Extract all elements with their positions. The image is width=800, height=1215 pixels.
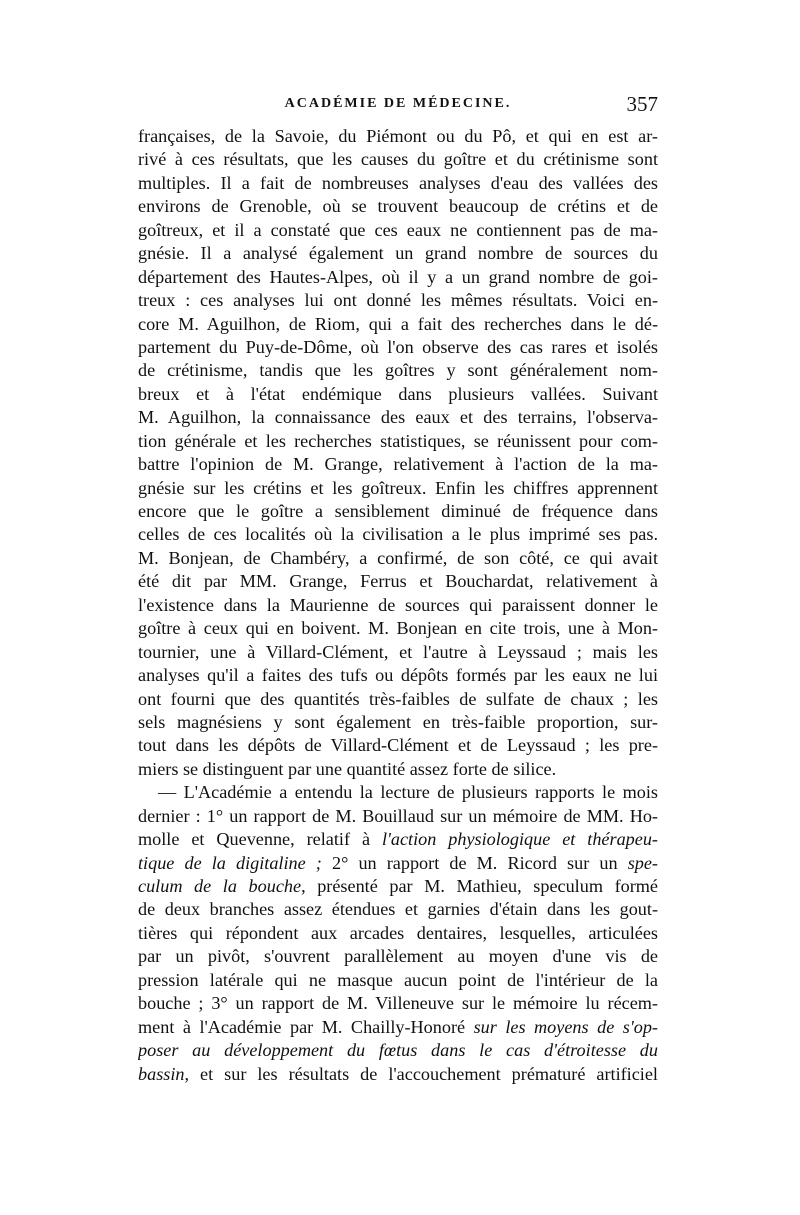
text-line: poser au développement du fœtus dans le cas d'étroitesse du	[138, 1040, 658, 1061]
text-line: de deux branches assez étendues et garnies d'étain dans les gout-	[138, 899, 658, 920]
text-line: M. Aguilhon, la connaissance des eaux et des terrains, l'observa-	[138, 407, 658, 428]
text-line: bouche ; 3° un rapport de M. Villeneuve sur le mémoire lu récem-	[138, 993, 658, 1014]
text-line: pression latérale qui ne masque aucun point de l'intérieur de la	[138, 969, 658, 990]
text-line: département des Hautes-Alpes, où il y a un grand nombre de goi-	[138, 266, 658, 287]
text-line	[138, 875, 658, 898]
text-line: celles de ces localités où la civilisation a le plus imprimé ses pas.	[138, 524, 658, 545]
body-text	[138, 125, 658, 1086]
text-line: goître à ceux qui en boivent. M. Bonjean en cite trois, une à Mon-	[138, 618, 658, 639]
text-line: goîtreux, et il a constaté que ces eaux ne contiennent pas de ma-	[138, 219, 658, 240]
text-line: tout dans les dépôts de Villard-Clément et de Leyssaud ; les pre-	[138, 735, 658, 756]
text-run: molle et Quevenne, relatif à	[138, 829, 382, 850]
running-header	[138, 92, 658, 122]
text-line: sels magnésiens y sont également en très-faible proportion, sur-	[138, 711, 658, 732]
text-line: multiples. Il a fait de nombreuses analyses d'eau des vallées des	[138, 172, 658, 193]
text-line: M. Bonjean, de Chambéry, a confirmé, de son côté, ce qui avait	[138, 547, 658, 568]
italic-title: l'action physiologique et thérapeu-	[381, 829, 658, 850]
running-title: ACADÉMIE DE MÉDECINE.	[284, 96, 512, 111]
text-line: françaises, de la Savoie, du Piémont ou du Pô, et qui en est ar-	[138, 126, 658, 146]
text-run: , et sur les résultats de l'accouchement prématuré artificiel	[184, 1063, 658, 1084]
text-line: encore que le goître a sensiblement diminué de fréquence dans	[138, 501, 658, 521]
italic-title: sur les moyens de s'op-	[473, 1016, 658, 1037]
text-line: treux : ces analyses lui ont donné les mêmes résultats. Voici en-	[138, 290, 658, 311]
text-line: battre l'opinion de M. Grange, relativement à l'action de la ma-	[138, 454, 658, 475]
text-run: , présenté par M. Mathieu, speculum formé	[301, 876, 658, 896]
text-line: l'existence dans la Maurienne de sources qui paraissent donner le	[138, 594, 658, 615]
text-run: 2° un rapport de M. Ricord sur un	[321, 852, 628, 873]
text-line: gnésie sur les crétins et les goîtreux. Enfin les chiffres apprennent	[138, 477, 658, 498]
text-line: dernier : 1° un rapport de M. Bouillaud sur un mémoire de MM. Ho-	[138, 805, 658, 826]
text-line: été dit par MM. Grange, Ferrus et Bouchardat, relativement à	[138, 571, 658, 592]
text-run: ment à l'Académie par M. Chailly-Honoré	[138, 1016, 474, 1037]
text-line: rivé à ces résultats, que les causes du goître et du crétinisme sont	[138, 149, 658, 170]
text-line	[138, 852, 658, 875]
text-line: de crétinisme, tandis que les goîtres y sont généralement nom-	[138, 360, 658, 381]
text-line: core M. Aguilhon, de Riom, qui a fait des recherches dans le dé-	[138, 313, 658, 334]
text-line: tournier, une à Villard-Clément, et l'autre à Leyssaud ; mais les	[138, 641, 658, 662]
text-line: tion générale et les recherches statistiques, se réunissent pour com-	[138, 430, 658, 451]
italic-title: tique de la digitaline ;	[138, 852, 322, 873]
text-line	[138, 1063, 658, 1086]
text-line: miers se distinguent par une quantité assez forte de silice.	[138, 758, 557, 779]
text-line: ont fourni que des quantités très-faibles de sulfate de chaux ; les	[138, 688, 658, 709]
italic-title: spe-	[627, 852, 658, 873]
text-line: gnésie. Il a analysé également un grand nombre de sources du	[138, 243, 658, 264]
text-line: analyses qu'il a faites des tufs ou dépôts formés par les eaux ne lui	[138, 665, 658, 686]
italic-title: culum de la bouche	[138, 876, 302, 896]
text-line: environs de Grenoble, où se trouvent beaucoup de crétins et de	[138, 196, 658, 217]
text-line	[138, 1016, 658, 1039]
text-line: breux et à l'état endémique dans plusieurs vallées. Suivant	[138, 383, 658, 404]
text-line	[138, 828, 658, 851]
paragraph-2	[138, 781, 658, 1086]
text-line: par un pivôt, s'ouvrent parallèlement au moyen d'une vis de	[138, 946, 658, 967]
paragraph-1	[138, 125, 658, 781]
text-line: — L'Académie a entendu la lecture de plusieurs rapports le mois	[158, 782, 658, 803]
italic-title: bassin	[138, 1063, 185, 1084]
text-line: tières qui répondent aux arcades dentaires, lesquelles, articulées	[138, 922, 658, 943]
page-number: 357	[626, 92, 658, 116]
text-line: partement du Puy-de-Dôme, où l'on observe des cas rares et isolés	[138, 336, 658, 357]
